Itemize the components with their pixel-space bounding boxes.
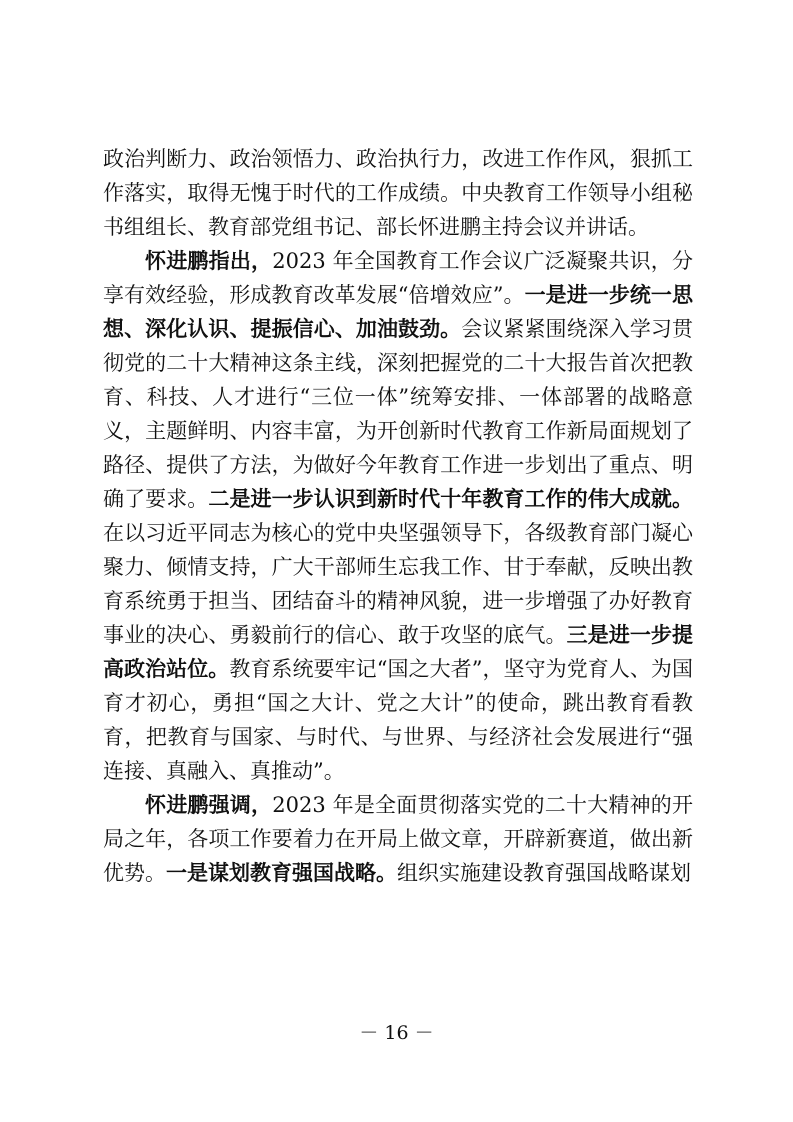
- point-heading-1: 一是谋划教育强国战略。: [166, 861, 397, 885]
- paragraph-3: [103, 788, 693, 890]
- paragraph-text: 组织实施建设教育强国战略谋划: [397, 861, 691, 885]
- point-heading-2: 二是进一步认识到新时代十年教育工作的伟大成就。: [208, 487, 694, 511]
- page-number: － 16 －: [359, 1022, 434, 1044]
- paragraph-text: 2023 年是全面贯彻落实党的二十大精神的开局之年，各项工作要着力在开局上做文章，开辟新赛道，做出新优势。: [103, 793, 694, 885]
- paragraph-text: 2023 年全国教育工作会议广泛凝聚共识，分享有效经验，形成教育改革发展“倍增效应”。: [103, 249, 694, 307]
- body-text: [103, 142, 693, 890]
- speaker-lead: 怀进鹏指出，: [145, 249, 273, 273]
- paragraph-1-text: 政治判断力、政治领悟力、政治执行力，改进工作作风，狠抓工作落实，取得无愧于时代的工作成绩。中央教育工作领导小组秘书组组长、教育部党组书记、部长怀进鹏主持会议并讲话。: [103, 147, 693, 239]
- speaker-lead: 怀进鹏强调，: [145, 793, 273, 817]
- paragraph-2: [103, 244, 693, 788]
- point-heading-3: 三是进一步提高政治站位。: [103, 623, 694, 681]
- paragraph-text: 教育系统要牢记“国之大者”，坚守为党育人、为国育才初心，勇担“国之大计、党之大计”的使命，跳出教育看教育，把教育与国家、与时代、与世界、与经济社会发展进行“强连接、真融入、真推动”。: [103, 657, 693, 783]
- paragraph-text: 会议紧紧围绕深入学习贯彻党的二十大精神这条主线，深刻把握党的二十大报告首次把教育、科技、人才进行“三位一体”统筹安排、一体部署的战略意义，主题鲜明、内容丰富，为开创新时代教育工作新局面规划了路径、提供了方法，为做好今年教育工作进一步划出了重点、明确了要求。: [103, 317, 694, 511]
- point-heading-1: 一是进一步统一思想、深化认识、提振信心、加油鼓劲。: [103, 283, 693, 341]
- paragraph-1: [103, 142, 693, 244]
- paragraph-text: 在以习近平同志为核心的党中央坚强领导下，各级教育部门凝心聚力、倾情支持，广大干部师生忘我工作、甘于奉献，反映出教育系统勇于担当、团结奋斗的精神风貌，进一步增强了办好教育事业的决心、勇毅前行的信心、敢于攻坚的底气。: [103, 521, 693, 647]
